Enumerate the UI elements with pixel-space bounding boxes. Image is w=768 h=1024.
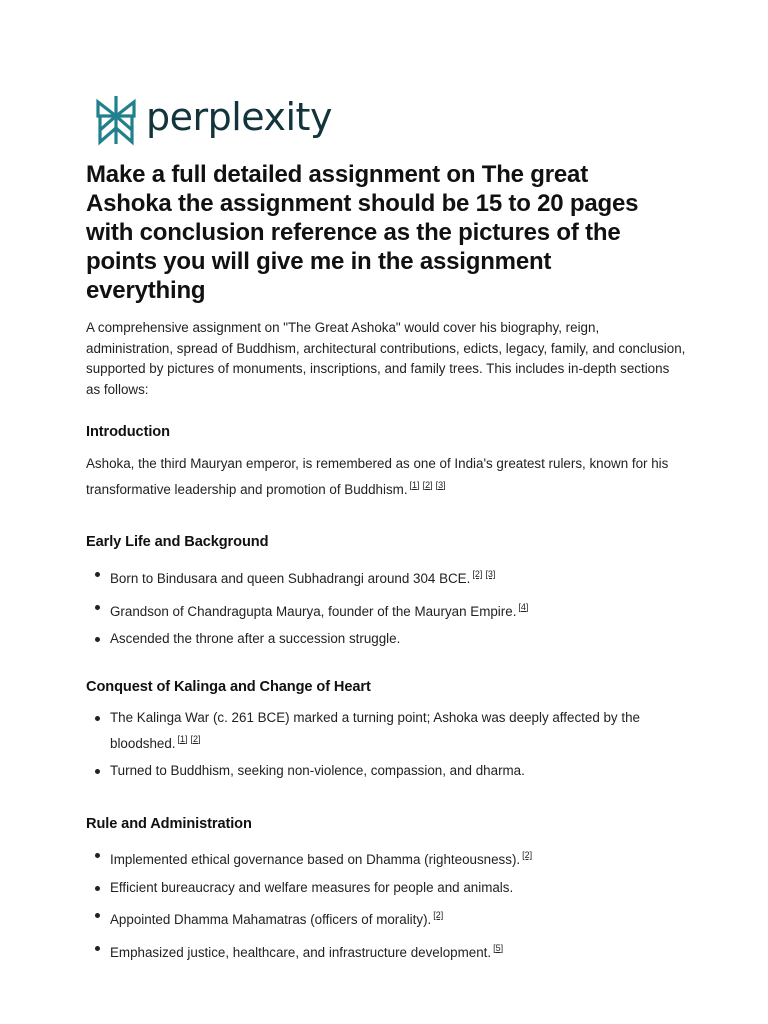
- list-item: [86, 938, 666, 964]
- section-heading-early-life: Early Life and Background: [86, 534, 269, 550]
- citation-link[interactable]: [2]: [190, 733, 201, 744]
- list-item: [86, 708, 666, 754]
- citation-group: [472, 569, 498, 579]
- early-life-list: [86, 564, 666, 650]
- intro-paragraph: A comprehensive assignment on "The Great Ashoka" would cover his biography, reign, administration, spread of Buddhism, architectural contributions, edicts, legacy, family, and conclusion, supported by pictures of monuments, inscriptions, and family trees. This includes in-depth sections as follows:: [86, 320, 686, 397]
- list-item: [86, 845, 666, 871]
- list-item-text: Ascended the throne after a succession struggle.: [110, 631, 401, 646]
- list-item: [86, 564, 666, 590]
- list-item-text: Implemented ethical governance based on Dhamma (righteousness).: [110, 852, 521, 867]
- citation-group: [410, 480, 449, 490]
- perplexity-logo: [94, 94, 332, 146]
- citation-link[interactable]: [5]: [493, 942, 504, 953]
- list-item: [86, 878, 666, 899]
- citation-link[interactable]: [1]: [177, 733, 188, 744]
- section-heading-introduction: Introduction: [86, 424, 170, 440]
- citation-link[interactable]: [2]: [472, 569, 483, 579]
- list-item-text: Turned to Buddhism, seeking non-violence, compassion, and dharma.: [110, 763, 525, 778]
- list-item: [86, 629, 666, 650]
- citation-group: [493, 943, 506, 953]
- citation-link[interactable]: [3]: [435, 479, 446, 490]
- perplexity-logo-icon: [94, 94, 138, 146]
- section-heading-kalinga: Conquest of Kalinga and Change of Heart: [86, 679, 371, 695]
- citation-link[interactable]: [2]: [422, 479, 433, 490]
- citation-link[interactable]: [2]: [522, 850, 533, 860]
- list-item: [86, 905, 666, 931]
- citation-link[interactable]: [2]: [433, 910, 444, 920]
- citation-group: [518, 602, 531, 612]
- introduction-paragraph: [86, 454, 686, 500]
- citation-group: [433, 910, 446, 920]
- list-item-text: The Kalinga War (c. 261 BCE) marked a turning point; Ashoka was deeply affected by the bloodshed.: [110, 710, 640, 751]
- list-item-text: Grandson of Chandragupta Maurya, founder of the Mauryan Empire.: [110, 603, 517, 619]
- list-item: [86, 597, 666, 623]
- page-title: Make a full detailed assignment on The great Ashoka the assignment should be 15 to 20 pages with conclusion reference as the pictures of the points you will give me in the assignment everything: [86, 161, 639, 304]
- citation-link[interactable]: [4]: [518, 601, 529, 612]
- list-item-text: Appointed Dhamma Mahamatras (officers of morality).: [110, 912, 432, 927]
- list-item-text: Born to Bindusara and queen Subhadrangi around 304 BCE.: [110, 571, 471, 586]
- rule-list: [86, 845, 666, 963]
- citation-link[interactable]: [3]: [485, 569, 496, 579]
- introduction-text: Ashoka, the third Mauryan emperor, is remembered as one of India's greatest rulers, known for his transformative leadership and promotion of Buddhism.: [86, 456, 669, 497]
- list-item-text: Efficient bureaucracy and welfare measures for people and animals.: [110, 879, 514, 895]
- list-item: [86, 761, 666, 782]
- list-item-text: Emphasized justice, healthcare, and infrastructure development.: [110, 944, 492, 960]
- citation-group: [178, 734, 204, 744]
- citation-link[interactable]: [1]: [409, 479, 420, 490]
- citation-group: [522, 850, 535, 860]
- perplexity-wordmark: perplexity: [146, 95, 332, 139]
- section-heading-rule: Rule and Administration: [86, 816, 252, 832]
- kalinga-list: [86, 708, 666, 782]
